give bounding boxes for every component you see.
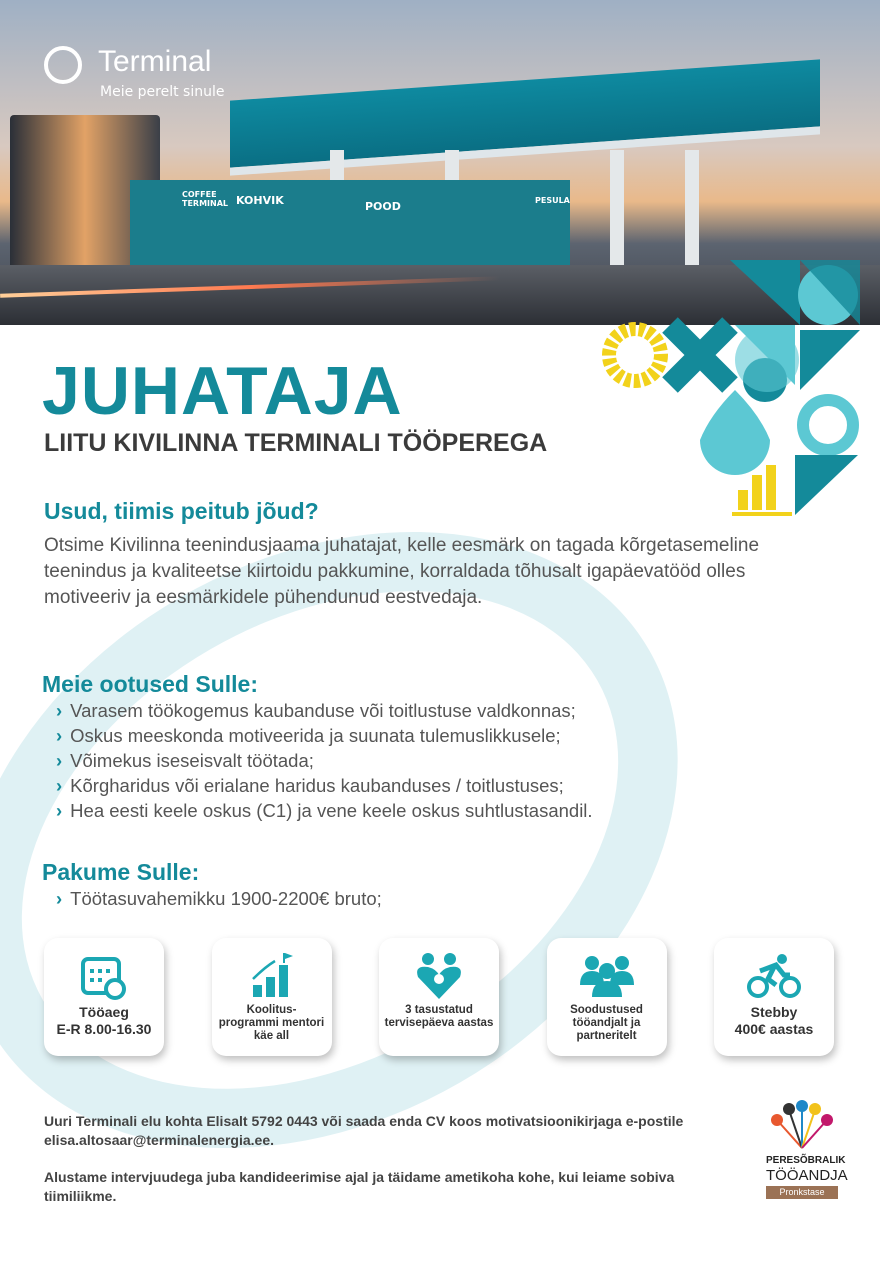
intro-text: Otsime Kivilinna teenindusjaama juhatajat, kelle eesmärk on tagada kõrgetasemeline teenindus ja kvaliteetse kiirtoidu pakkumine, korraldada tõhusalt igapäevatööd olles motiveeriv ja eesmärkidele pühendunud eestvedaja. [44,535,760,608]
family-heart-icon [379,948,499,1004]
benefit-card: Koolitus- programmi mentori käe all [212,938,332,1056]
list-item: › Varasem töökogemus kaubanduse või toitlustuse valdkonnas; [56,698,762,723]
pesula-sign: PESULA [535,196,570,205]
family-friendly-employer-badge: PERESÕBRALIK TÖÖANDJA Pronkstase [766,1100,838,1199]
benefits-row [44,938,834,1056]
list-item: › Töötasuvahemikku 1900-2200€ bruto; [56,886,762,911]
contact-text: Uuri Terminali elu kohta Elisalt 5792 0443 või saada enda CV koos motivatsioonikirjaga e-postile elisa.altosaar@terminalenergia.ee. [44,1113,684,1148]
people-group-icon [547,948,667,1004]
coffee-sign: COFFEE TERMINAL [182,190,229,208]
benefit-card: Soodustused tööandjalt ja partneritelt [547,938,667,1056]
calendar-clock-icon [44,948,164,1004]
expectations-heading: Meie ootused Sulle: [42,671,258,697]
cyclist-icon [714,948,834,1004]
job-title: JUHATAJA [42,353,403,429]
logo-mark-icon [44,46,82,84]
station-shop [130,180,570,270]
geometric-decoration [600,250,880,520]
job-subtitle: LIITU KIVILINNA TERMINALI TÖÖPEREGA [44,429,548,457]
benefit-card: Stebby 400€ aastas [714,938,834,1056]
offer-list [56,886,762,911]
kohvik-sign: KOHVIK [236,194,284,207]
interview-note: Alustame intervjuudega juba kandideerimise ajal ja täidame ametikoha kohe, kui leiame sobiva tiimiliikme. [44,1169,675,1204]
offer-heading: Pakume Sulle: [42,859,200,885]
benefit-card: Tööaeg E-R 8.00-16.30 [44,938,164,1056]
pood-sign: POOD [365,200,401,213]
list-item: › Võimekus iseseisvalt töötada; [56,748,762,773]
list-item: › Oskus meeskonda motiveerida ja suunata tulemuslikkusele; [56,723,762,748]
growth-chart-flag-icon [212,948,332,1004]
intro-heading: Usud, tiimis peitub jõud? [44,498,319,524]
expectations-list [56,698,762,823]
award-tree-icon [767,1100,837,1150]
benefit-card: 3 tasustatud tervisepäeva aastas [379,938,499,1056]
list-item: › Hea eesti keele oskus (C1) ja vene keele oskus suhtlustasandil. [56,798,762,823]
hero-photo: COFFEE TERMINAL KOHVIK POOD PESULA Terminal Meie perelt sinule [0,0,880,325]
list-item: › Kõrgharidus või erialane haridus kaubanduses / toitlustuses; [56,773,762,798]
